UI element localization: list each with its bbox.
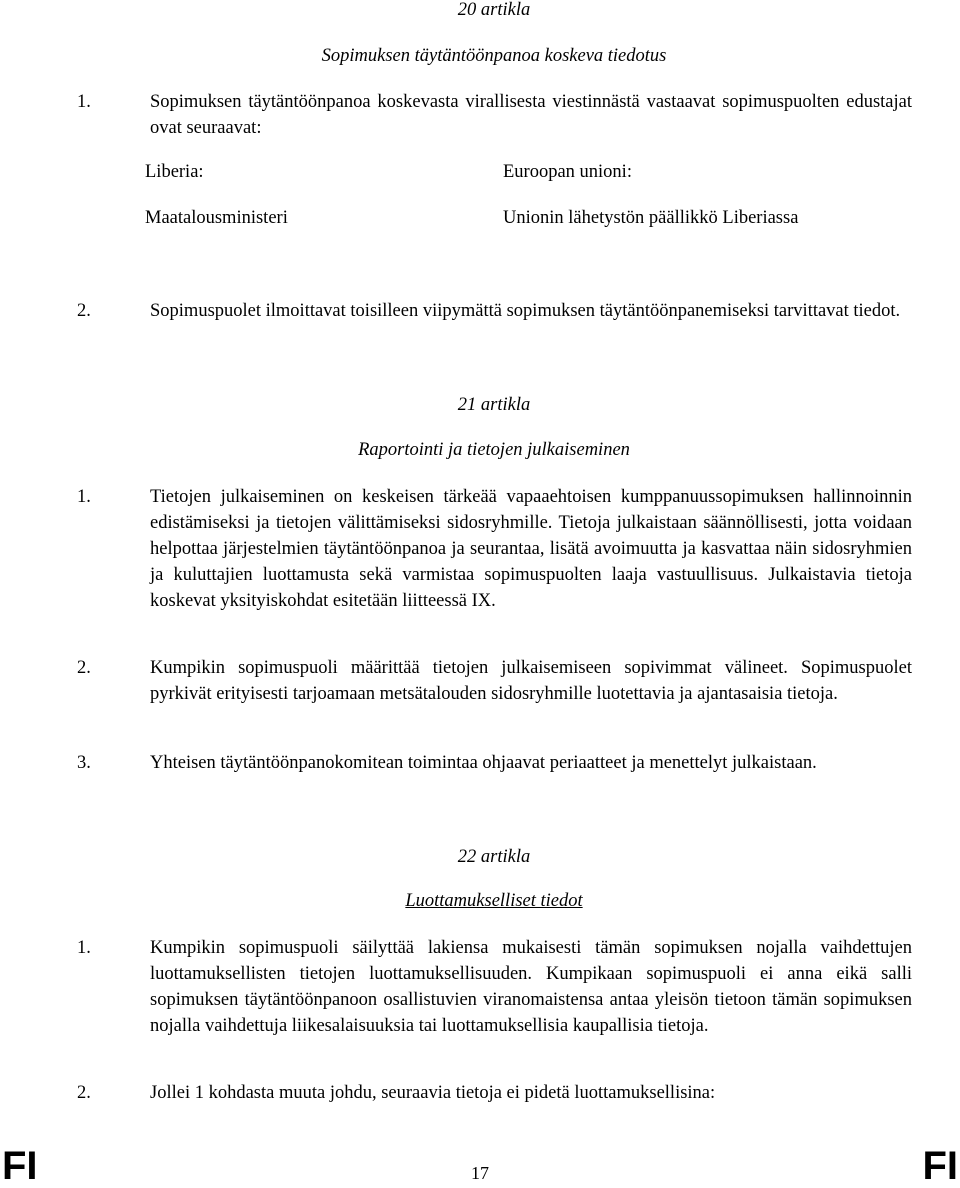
article-21-p2-number: 2. xyxy=(77,658,91,678)
article-21-title: Raportointi ja tietojen julkaiseminen xyxy=(358,440,630,460)
article-20-p1-text: Sopimuksen täytäntöönpanoa koskevasta virallisesta viestinnästä vastaavat sopimuspuolten edustajat ovat seuraavat: xyxy=(150,92,912,138)
article-22-p1-text: Kumpikin sopimuspuoli säilyttää lakiensa mukaisesti tämän sopimuksen nojalla vaihdettujen luottamuksellisten tietojen luottamuksellisuuden. Kumpikaan sopimuspuoli ei anna eikä salli sopimuksen täytäntöönpanoon osallistuvien viranomaistensa antaa yleisön tietoon tämän sopimuksen nojalla vaihdettuja liikesalaisuuksia tai luottamuksellisia kaupallisia tietoja. xyxy=(150,938,912,1036)
article-22-p2-text: Jollei 1 kohdasta muuta johdu, seuraavia tietoja ei pidetä luottamuksellisina: xyxy=(150,1083,716,1103)
rep-right-value: Unionin lähetystön päällikkö Liberiassa xyxy=(503,208,799,228)
footer-language-code-left: FI xyxy=(2,1144,38,1188)
article-20-p2-number: 2. xyxy=(77,301,91,321)
article-21-p1-text: Tietojen julkaiseminen on keskeisen tärkeää vapaaehtoisen kumppanuussopimuksen hallinnoinnin edistämiseksi ja tietojen välittämiseksi sidosryhmille. Tietoja julkaistaan säännöllisesti, jotta voidaan helpottaa järjestelmien täytäntöönpanoa ja seurantaa, lisätä avoimuutta ja kasvattaa näin sidosryhmien ja kuluttajien luottamusta sekä varmistaa sopimuspuolten laaja vastuullisuus. Julkaistavia tietoja koskevat yksityiskohdat esitetään liitteessä IX. xyxy=(150,487,912,611)
article-20-heading: 20 artikla xyxy=(457,0,531,20)
article-22-heading: 22 artikla xyxy=(457,847,531,867)
article-20-p2-text: Sopimuspuolet ilmoittavat toisilleen viipymättä sopimuksen täytäntöönpanemiseksi tarvittavat tiedot. xyxy=(150,301,901,321)
article-21-p3-text: Yhteisen täytäntöönpanokomitean toimintaa ohjaavat periaatteet ja menettelyt julkaistaan. xyxy=(150,753,817,773)
article-22-p2-number: 2. xyxy=(77,1083,91,1103)
page-number: 17 xyxy=(471,1163,489,1183)
article-21-p1-number: 1. xyxy=(77,487,91,507)
article-22-title: Luottamukselliset tiedot xyxy=(405,891,583,911)
article-21-p3-number: 3. xyxy=(77,753,91,773)
rep-right-label: Euroopan unioni: xyxy=(503,162,632,182)
rep-left-label: Liberia: xyxy=(145,162,204,182)
article-21-heading: 21 artikla xyxy=(457,395,531,415)
rep-left-value: Maatalousministeri xyxy=(145,208,288,228)
article-20-p1-number: 1. xyxy=(77,92,91,112)
article-20-title: Sopimuksen täytäntöönpanoa koskeva tiedotus xyxy=(321,46,667,66)
article-21-p2-text: Kumpikin sopimuspuoli määrittää tietojen julkaisemiseen sopivimmat välineet. Sopimuspuolet pyrkivät erityisesti tarjoamaan metsätalouden sidosryhmille luotettavia ja ajantasaisia tietoja. xyxy=(150,658,912,704)
article-22-p1-number: 1. xyxy=(77,938,91,958)
footer-language-code-right: FI xyxy=(922,1144,958,1188)
